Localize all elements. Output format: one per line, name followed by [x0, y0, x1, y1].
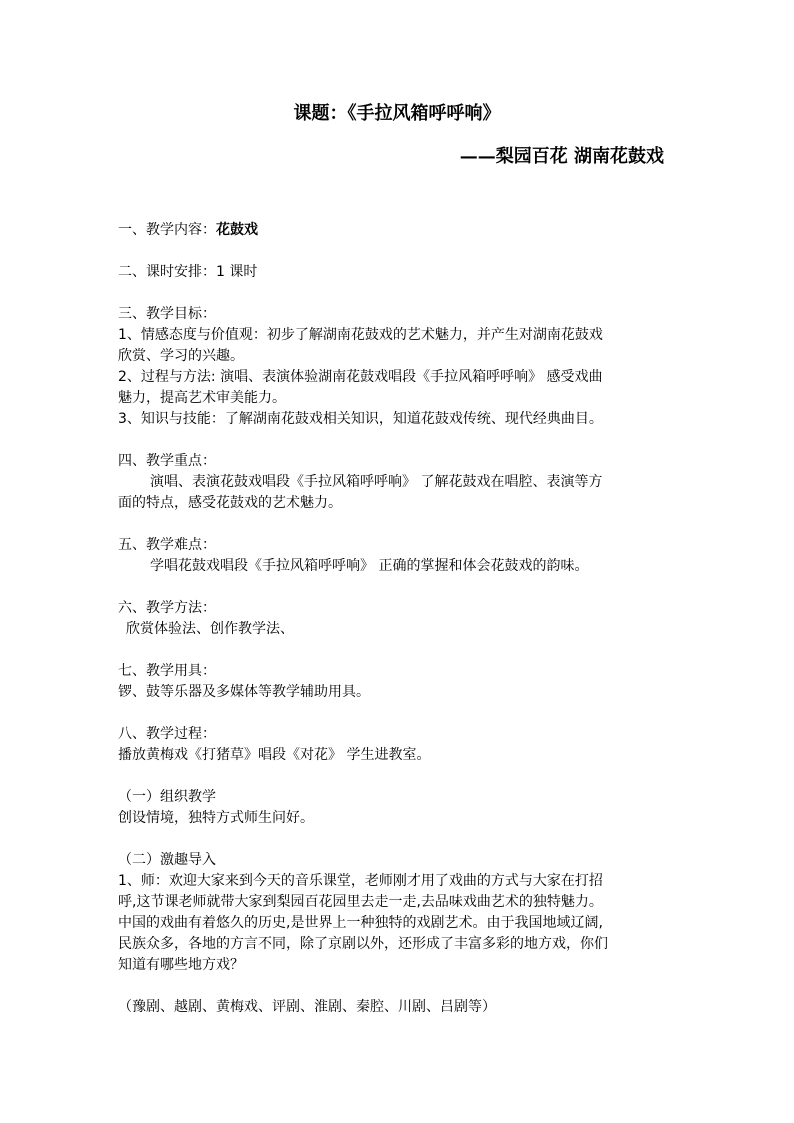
intro-line-1: 1、师：欢迎大家来到今天的音乐课堂，老师刚才用了戏曲的方式与大家在打招 [118, 873, 603, 889]
goals-line-3: 2、过程与方法: 演唱、表演体验湖南花鼓戏唱段《手拉风箱呼呼响》 感受戏曲 [118, 369, 603, 385]
section-process [118, 724, 678, 766]
document-body [118, 220, 678, 1039]
goals-line-2: 欣赏、学习的兴趣。 [118, 348, 244, 364]
teaching-content-heading: 一、教学内容： [118, 222, 216, 238]
organize-heading: （一）组织教学 [118, 789, 216, 805]
teaching-content-value: 花鼓戏 [216, 222, 258, 238]
difficulties-heading: 五、教学难点： [118, 537, 216, 553]
teaching-content-line [118, 220, 678, 241]
intro-heading: （二）激趣导入 [118, 852, 216, 868]
section-teaching-content [118, 220, 678, 241]
process-heading: 八、教学过程： [118, 726, 216, 742]
organize-line-1: 创设情境，独特方式师生问好。 [118, 810, 314, 826]
section-tools [118, 661, 678, 703]
document-title: 课题：《手拉风箱呼呼响》 [293, 103, 501, 124]
goals-heading: 三、教学目标： [118, 306, 216, 322]
goals-line-5: 3、知识与技能：了解湖南花鼓戏相关知识，知道花鼓戏传统、现代经典曲目。 [118, 411, 603, 427]
goals-line-4: 魅力，提高艺术审美能力。 [118, 390, 286, 406]
goals-line-1: 1、情感态度与价值观：初步了解湖南花鼓戏的艺术魅力，并产生对湖南花鼓戏 [118, 327, 603, 343]
key-points-line-1: 演唱、表演花鼓戏唱段《手拉风箱呼呼响》 了解花鼓戏在唱腔、表演等方 [150, 474, 603, 490]
intro-answer-line: （豫剧、越剧、黄梅戏、评剧、淮剧、秦腔、川剧、吕剧等） [118, 999, 496, 1015]
section-organize [118, 787, 678, 829]
intro-line-5: 知道有哪些地方戏？ [118, 957, 244, 973]
tools-heading: 七、教学用具： [118, 663, 216, 679]
intro-line-4: 民族众多，各地的方言不同，除了京剧以外，还形成了丰富多彩的地方戏，你们 [118, 936, 608, 952]
key-points-line-2: 面的特点，感受花鼓戏的艺术魅力。 [118, 495, 342, 511]
methods-line-1: 欣赏体验法、创作教学法、 [126, 621, 294, 637]
key-points-heading: 四、教学重点： [118, 453, 216, 469]
intro-line-3: 中国的戏曲有着悠久的历史,是世界上一种独特的戏剧艺术。由于我国地域辽阔, [118, 915, 603, 931]
section-methods [118, 598, 678, 640]
difficulties-line-1: 学唱花鼓戏唱段《手拉风箱呼呼响》 正确的掌握和体会花鼓戏的韵味。 [150, 558, 589, 574]
section-key-points [118, 451, 678, 514]
section-goals [118, 304, 678, 430]
section-intro-answer [118, 997, 678, 1018]
process-line-1: 播放黄梅戏《打猪草》唱段《对花》 学生进教室。 [118, 747, 431, 763]
intro-line-2: 呼,这节课老师就带大家到梨园百花园里去走一走,去品味戏曲艺术的独特魅力。 [118, 894, 603, 910]
section-difficulties [118, 535, 678, 577]
methods-heading: 六、教学方法： [118, 600, 216, 616]
schedule-line: 二、课时安排：1 课时 [118, 264, 258, 280]
document-subtitle: ——梨园百花 湖南花鼓戏 [459, 146, 664, 167]
section-intro [118, 850, 678, 976]
tools-line-1: 锣、鼓等乐器及多媒体等教学辅助用具。 [118, 684, 370, 700]
section-schedule [118, 262, 678, 283]
